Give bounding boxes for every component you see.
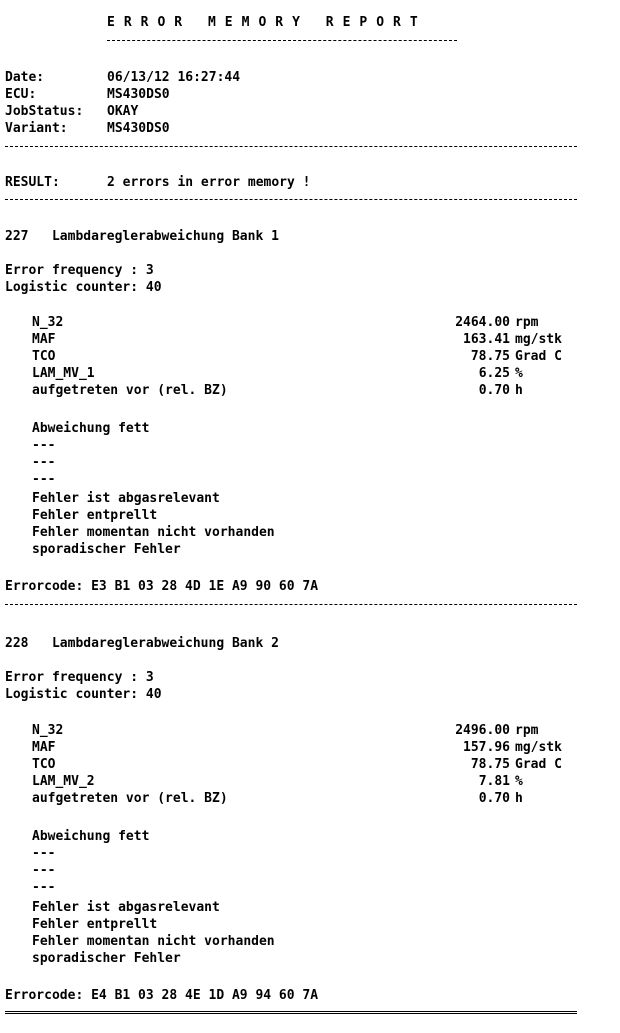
param-value: 0.70 — [478, 383, 510, 398]
errorcode: Errorcode: E3 B1 03 28 4D 1E A9 90 60 7A — [5, 579, 319, 594]
note-line: sporadischer Fehler — [32, 951, 181, 966]
param-name: MAF — [32, 740, 56, 755]
error-heading: 227 Lambdareglerabweichung Bank 1 — [5, 229, 279, 244]
note-line: Abweichung fett — [32, 421, 150, 436]
end-divider — [5, 1011, 577, 1014]
param-value: 163.41 — [463, 332, 510, 347]
param-unit: % — [515, 774, 523, 789]
param-name: LAM_MV_2 — [32, 774, 95, 789]
divider — [5, 146, 577, 147]
note-line: sporadischer Fehler — [32, 542, 181, 557]
param-name: N_32 — [32, 315, 64, 330]
param-unit: rpm — [515, 315, 539, 330]
param-name: TCO — [32, 349, 56, 364]
param-value: 6.25 — [478, 366, 510, 381]
note-line: Fehler entprellt — [32, 508, 158, 523]
param-unit: mg/stk — [515, 332, 562, 347]
param-name: aufgetreten vor (rel. BZ) — [32, 383, 228, 398]
error-frequency: Error frequency : 3 — [5, 263, 154, 278]
note-line: --- — [32, 846, 56, 861]
param-unit: Grad C — [515, 757, 562, 772]
param-value: 78.75 — [470, 349, 510, 364]
note-line: Fehler ist abgasrelevant — [32, 491, 220, 506]
param-unit: mg/stk — [515, 740, 562, 755]
param-name: aufgetreten vor (rel. BZ) — [32, 791, 228, 806]
logistic-counter: Logistic counter: 40 — [5, 280, 162, 295]
param-name: N_32 — [32, 723, 64, 738]
error-frequency: Error frequency : 3 — [5, 670, 154, 685]
param-value: 78.75 — [470, 757, 510, 772]
date-value: 06/13/12 16:27:44 — [107, 70, 241, 85]
note-line: --- — [32, 455, 56, 470]
note-line: Fehler momentan nicht vorhanden — [32, 934, 275, 949]
note-line: --- — [32, 472, 56, 487]
report-title: ERROR MEMORY REPORT — [107, 15, 427, 30]
param-name: LAM_MV_1 — [32, 366, 95, 381]
param-unit: h — [515, 383, 523, 398]
divider — [5, 199, 577, 200]
note-line: Fehler momentan nicht vorhanden — [32, 525, 275, 540]
note-line: --- — [32, 438, 56, 453]
divider — [5, 604, 577, 605]
jobstatus-value: OKAY — [107, 104, 139, 119]
param-name: TCO — [32, 757, 56, 772]
note-line: Abweichung fett — [32, 829, 150, 844]
error-heading: 228 Lambdareglerabweichung Bank 2 — [5, 636, 279, 651]
param-value: 2496.00 — [455, 723, 510, 738]
ecu-label: ECU: — [5, 87, 37, 102]
param-unit: rpm — [515, 723, 539, 738]
param-value: 157.96 — [463, 740, 510, 755]
errorcode: Errorcode: E4 B1 03 28 4E 1D A9 94 60 7A — [5, 988, 319, 1003]
variant-label: Variant: — [5, 121, 68, 136]
param-unit: h — [515, 791, 523, 806]
result-label: RESULT: — [5, 175, 60, 190]
param-value: 0.70 — [478, 791, 510, 806]
note-line: Fehler entprellt — [32, 917, 158, 932]
date-label: Date: — [5, 70, 45, 85]
logistic-counter: Logistic counter: 40 — [5, 687, 162, 702]
param-value: 7.81 — [478, 774, 510, 789]
param-value: 2464.00 — [455, 315, 510, 330]
jobstatus-label: JobStatus: — [5, 104, 84, 119]
variant-value: MS430DS0 — [107, 121, 170, 136]
param-unit: Grad C — [515, 349, 562, 364]
note-line: --- — [32, 880, 56, 895]
param-unit: % — [515, 366, 523, 381]
param-name: MAF — [32, 332, 56, 347]
ecu-value: MS430DS0 — [107, 87, 170, 102]
note-line: --- — [32, 863, 56, 878]
title-underline — [107, 40, 457, 41]
note-line: Fehler ist abgasrelevant — [32, 900, 220, 915]
result-value: 2 errors in error memory ! — [107, 175, 311, 190]
